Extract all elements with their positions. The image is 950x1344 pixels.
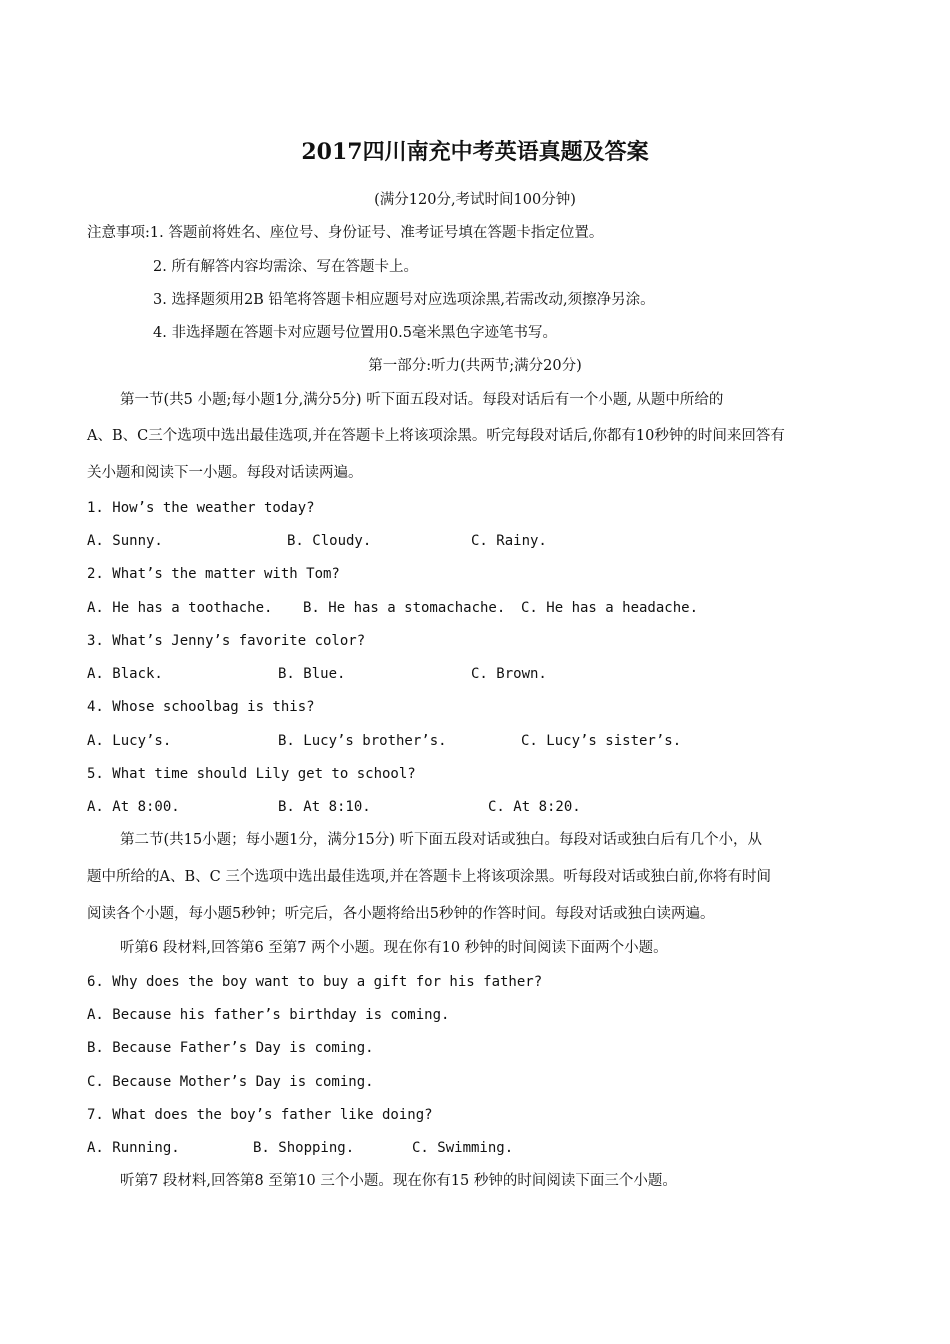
q4-option-a: A. Lucy’s. [87, 733, 172, 749]
q3-option-c: C. Brown. [471, 666, 547, 682]
q5-option-a: A. At 8:00. [87, 799, 180, 815]
q7-option-c: C. Swimming. [412, 1140, 514, 1156]
section-one-instructions-line2: A、B、C三个选项中选出最佳选项,并在答题卡上将该项涂黑。听完每段对话后,你都有10秒钟的时间来回答有 [87, 428, 785, 444]
section-one-instructions-line3: 关小题和阅读下一小题。每段对话读两遍。 [87, 465, 363, 481]
question-7: 7. What does the boy’s father like doing? [87, 1107, 433, 1123]
question-4: 4. Whose schoolbag is this? [87, 699, 315, 715]
material-7-instructions: 听第7 段材料,回答第8 至第10 三个小题。现在你有15 秒钟的时间阅读下面三个小题。 [120, 1173, 677, 1189]
section-two-instructions-line3: 阅读各个小题，每小题5秒钟；听完后，各小题将给出5秒钟的作答时间。每段对话或独白读两遍。 [87, 906, 715, 922]
question-3: 3. What’s Jenny’s favorite color? [87, 633, 366, 649]
section-two-instructions: 第二节(共15小题；每小题1分，满分15分) 听下面五段对话或独白。每段对话或独白后有几个小，从 [120, 832, 763, 848]
question-5: 5. What time should Lily get to school? [87, 766, 416, 782]
q5-option-b: B. At 8:10. [278, 799, 371, 815]
q6-option-a: A. Because his father’s birthday is coming. [87, 1007, 450, 1023]
q3-option-a: A. Black. [87, 666, 163, 682]
note-4: 4. 非选择题在答题卡对应题号位置用0.5毫米黑色字迹笔书写。 [153, 325, 558, 341]
q2-option-b: B. He has a stomachache. [303, 600, 506, 616]
question-1: 1. How’s the weather today? [87, 500, 315, 516]
q2-option-a: A. He has a toothache. [87, 600, 273, 616]
material-6-instructions: 听第6 段材料,回答第6 至第7 两个小题。现在你有10 秒钟的时间阅读下面两个小题。 [120, 940, 668, 956]
page-title: 2017四川南充中考英语真题及答案 [301, 139, 649, 165]
q4-option-b: B. Lucy’s brother’s. [278, 733, 447, 749]
q1-option-a: A. Sunny. [87, 533, 163, 549]
q6-option-c: C. Because Mother’s Day is coming. [87, 1074, 374, 1090]
exam-subtitle: (满分120分,考试时间100分钟) [374, 192, 576, 208]
section-one-instructions: 第一节(共5 小题;每小题1分,满分5分) 听下面五段对话。每段对话后有一个小题, 从题中所给的 [120, 392, 724, 408]
part-one-heading: 第一部分:听力(共两节;满分20分) [368, 358, 582, 374]
q1-option-c: C. Rainy. [471, 533, 547, 549]
q7-option-b: B. Shopping. [253, 1140, 355, 1156]
note-2: 2. 所有解答内容均需涂、写在答题卡上。 [153, 259, 418, 275]
q7-option-a: A. Running. [87, 1140, 180, 1156]
q1-option-b: B. Cloudy. [287, 533, 372, 549]
q5-option-c: C. At 8:20. [488, 799, 581, 815]
q6-option-b: B. Because Father’s Day is coming. [87, 1040, 374, 1056]
q4-option-c: C. Lucy’s sister’s. [521, 733, 682, 749]
section-two-instructions-line2: 题中所给的A、B、C 三个选项中选出最佳选项,并在答题卡上将该项涂黑。听每段对话或独白前,你将有时间 [87, 869, 772, 885]
question-6: 6. Why does the boy want to buy a gift for his father? [87, 974, 543, 990]
q3-option-b: B. Blue. [278, 666, 346, 682]
q2-option-c: C. He has a headache. [521, 600, 699, 616]
notes-heading: 注意事项:1. 答题前将姓名、座位号、身份证号、准考证号填在答题卡指定位置。 [87, 225, 604, 241]
note-3: 3. 选择题须用2B 铅笔将答题卡相应题号对应选项涂黑,若需改动,须擦净另涂。 [153, 292, 655, 308]
question-2: 2. What’s the matter with Tom? [87, 566, 340, 582]
